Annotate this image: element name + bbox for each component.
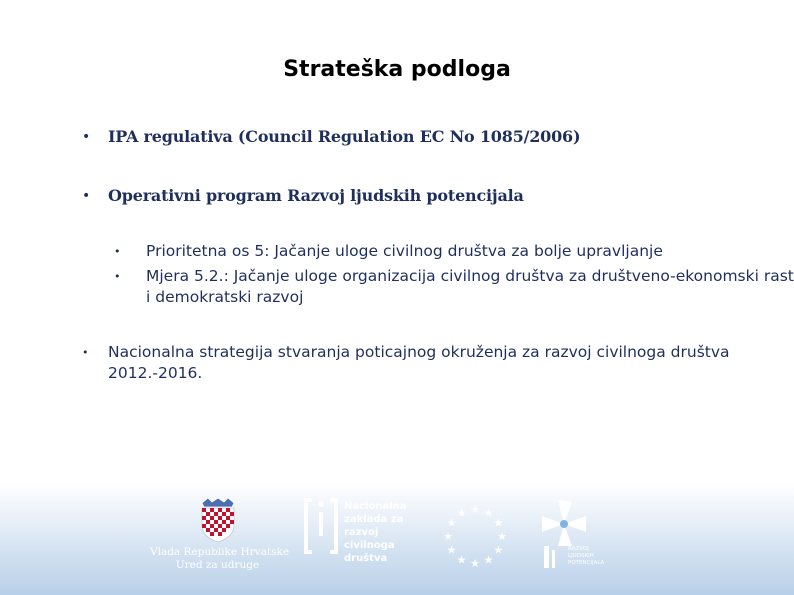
svg-text:★: ★ [470,557,480,567]
sub-bullet-text: Mjera 5.2.: Jačanje uloge organizacija civilnog društva za društveno-ekonomski rast i demokratski razvoj [146,267,794,306]
nzr-line: zaklada za [344,514,404,525]
svg-text:★: ★ [493,516,504,530]
rcd-logo [534,494,622,574]
slide-title: Strateška podloga [283,57,511,82]
eu-logo [442,501,508,567]
croatian-coat-of-arms-icon [198,497,238,543]
nzr-logo-text [344,500,407,565]
svg-text:★: ★ [470,503,480,516]
rcd-line: POTENCIJALA [568,560,605,566]
svg-text:★: ★ [483,506,494,520]
bullet-dot: • [82,346,89,359]
gov-logo-line1: Vlada Republike Hrvatske [150,546,290,558]
sub-bullet-dot: • [114,245,121,258]
bullet-text: IPA regulativa (Council Regulation EC No 1085/2006) [108,127,581,146]
gov-logo-line2: Ured za udruge [175,559,260,571]
svg-text:★: ★ [443,530,453,543]
svg-text:★: ★ [446,516,457,530]
sub-bullet-dot: • [114,270,121,283]
nzr-logo [302,494,412,574]
svg-text:★: ★ [456,506,467,520]
nzr-line: Nacionalna [344,501,407,512]
bullet-text: Nacionalna strategija stvaranja poticajnog okruženja za razvoj civilnoga društva 2012.-2016. [108,343,730,382]
eu-stars-icon [442,501,508,567]
bullet-dot: • [82,188,91,204]
bullet-text: Operativni program Razvoj ljudskih potencijala [108,186,524,205]
rcd-logo-text [568,546,604,567]
nzr-line: civilnoga [344,540,395,551]
rcd-line: LJUDSKIH [568,553,594,559]
svg-text:★: ★ [483,553,494,567]
sub-bullet-text: Prioritetna os 5: Jačanje uloge civilnog društva za bolje upravljanje [146,242,663,260]
svg-text:★: ★ [456,553,467,567]
gov-logo [150,497,290,577]
svg-text:★: ★ [493,543,504,557]
svg-text:★: ★ [446,543,457,557]
nzr-line: društva [344,553,388,564]
bracket-logo-icon [302,496,340,556]
rcd-line: RAZVOJ [568,546,589,552]
nzr-line: razvoj [344,527,379,538]
bullet-dot: • [82,129,91,145]
svg-text:★: ★ [497,530,507,543]
